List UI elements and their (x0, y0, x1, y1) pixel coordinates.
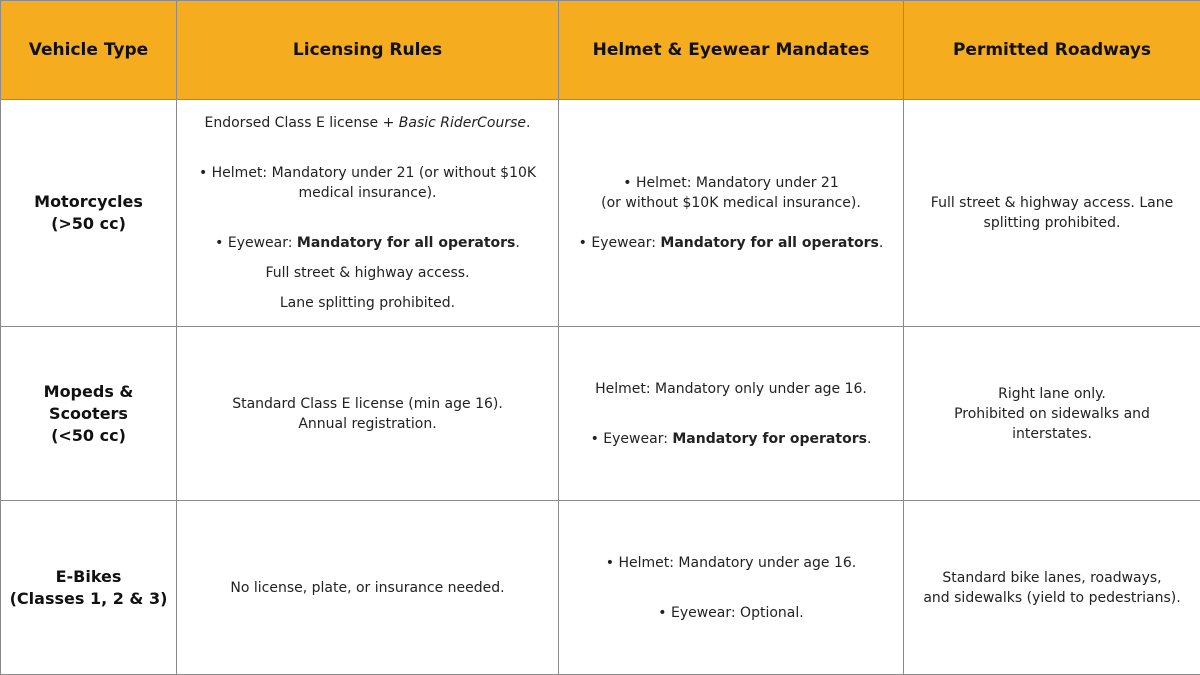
table-row (1, 501, 1200, 675)
table-body (1, 100, 1200, 675)
roadways-line: and sidewalks (yield to pedestrians). (923, 589, 1181, 606)
helmet-line: Helmet: Mandatory only under age 16. (595, 380, 867, 397)
licensing-line: • Eyewear: Mandatory for all operators. (215, 235, 520, 251)
licensing-cell (177, 100, 559, 327)
roadways-line: Prohibited on sidewalks and interstates. (954, 405, 1150, 442)
mandate-emphasis: Mandatory for all operators (660, 235, 879, 251)
licensing-line: Full street & highway access. (265, 265, 470, 281)
roadways-cell (904, 327, 1200, 501)
eyewear-line: • Eyewear: Mandatory for operators. (590, 430, 872, 447)
helmet-cell (559, 501, 904, 675)
table-row (1, 100, 1200, 327)
helmet-cell (559, 327, 904, 501)
helmet-line: • Helmet: Mandatory under 21 (623, 175, 839, 191)
header-licensing-rules: Licensing Rules (177, 1, 559, 100)
eyewear-line: • Eyewear: Mandatory for all operators. (578, 235, 884, 251)
vehicle-type-name: Mopeds & Scooters (43, 381, 134, 423)
licensing-line: • Helmet: Mandatory under 21 (or without $10K (198, 165, 537, 181)
mandate-emphasis: Mandatory for all operators (296, 235, 516, 251)
roadways-line: Standard bike lanes, roadways, (942, 569, 1162, 586)
helmet-line: (or without $10K medical insurance). (601, 195, 861, 211)
roadways-line: Right lane only. (998, 385, 1106, 402)
vehicle-type-spec: (Classes 1, 2 & 3) (9, 588, 168, 608)
roadways-line: Full street & highway access. Lane (930, 195, 1174, 211)
vehicle-type-name: Motorcycles (34, 192, 143, 211)
vehicle-type-spec: (>50 cc) (51, 214, 126, 233)
vehicle-type-cell (1, 100, 177, 327)
vehicle-type-cell (1, 327, 177, 501)
header-row (1, 1, 1200, 100)
roadways-line: splitting prohibited. (983, 215, 1121, 231)
licensing-cell (177, 327, 559, 501)
licensing-line: Standard Class E license (min age 16). (232, 395, 503, 412)
roadways-cell (904, 501, 1200, 675)
mandate-emphasis: Mandatory for operators (672, 430, 867, 447)
header-helmet-eyewear: Helmet & Eyewear Mandates (559, 1, 904, 100)
licensing-line: No license, plate, or insurance needed. (230, 579, 505, 596)
table-row (1, 327, 1200, 501)
licensing-line: Annual registration. (298, 415, 437, 432)
header-vehicle-type: Vehicle Type (1, 1, 177, 100)
licensing-cell (177, 501, 559, 675)
helmet-cell (559, 100, 904, 327)
course-name: Basic RiderCourse (398, 115, 527, 131)
table-header (1, 1, 1200, 100)
roadways-cell (904, 100, 1200, 327)
vehicle-type-name: E-Bikes (55, 566, 122, 586)
vehicle-type-spec: (<50 cc) (51, 425, 126, 445)
header-permitted-roadways: Permitted Roadways (904, 1, 1200, 100)
eyewear-line: • Eyewear: Optional. (658, 604, 804, 621)
vehicle-type-cell (1, 501, 177, 675)
helmet-line: • Helmet: Mandatory under age 16. (605, 554, 857, 571)
licensing-line: Lane splitting prohibited. (279, 295, 456, 311)
licensing-line: Endorsed Class E license + Basic RiderCourse. (204, 115, 531, 131)
licensing-line: medical insurance). (298, 185, 437, 201)
